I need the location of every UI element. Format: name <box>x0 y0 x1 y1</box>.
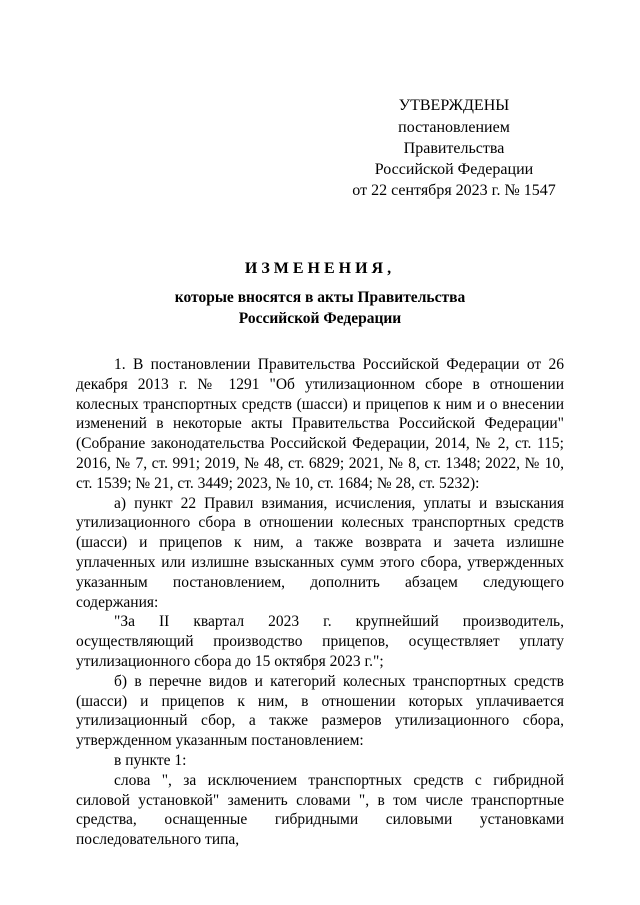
approval-block <box>348 95 560 201</box>
paragraph: "За II квартал 2023 г. крупнейший производитель, осуществляющий производство прицепов, осуществляет уплату утилизационного сбора до 15 октября 2023 г."; <box>76 613 564 670</box>
paragraph: б) в перечне видов и категорий колесных транспортных средств (шасси) и прицепов к ним, в отношении которых уплачивается утилизационный сбор, а также размеров утилизационного сбора, утвержденном указанным постановлением: <box>76 672 564 750</box>
document-body <box>76 355 564 850</box>
paragraph: слова ", за исключением транспортных средств с гибридной силовой установкой" заменить словами ", в том числе транспортные средства, оснащенные гибридными силовыми установками последовательного типа, <box>76 771 564 849</box>
subtitle-line: которые вносятся в акты Правительства <box>174 289 466 306</box>
document-title: ИЗМЕНЕНИЯ, <box>244 260 396 277</box>
paragraph: 1. В постановлении Правительства Российской Федерации от 26 декабря 2013 г. № 1291 "Об утилизационном сборе в отношении колесных транспортных средств (шасси) и прицепов к ним и о внесении изменений в некоторые акты Правительства Российской Федерации" (Собрание законодательства Российской Федерации, 2014, № 2, ст. 115; 2016, № 7, ст. 991; 2019, № 48, ст. 6829; 2021, № 8, ст. 1348; 2022, № 10, ст. 1539; № 21, ст. 3449; 2023, № 10, ст. 1684; № 28, ст. 5232): <box>76 356 564 492</box>
approval-line: Российской Федерации <box>374 161 534 178</box>
document-subtitle <box>0 287 640 329</box>
paragraph: а) пункт 22 Правил взимания, исчисления, уплаты и взыскания утилизационного сбора в отношении колесных транспортных средств (шасси) и прицепов к ним, а также возврата и зачета излишне уплаченных или излишне взысканных сумм этого сбора, утвержденных указанным постановлением, дополнить абзацем следующего содержания: <box>76 494 564 611</box>
subtitle-line: Российской Федерации <box>238 310 402 327</box>
approval-status: УТВЕРЖДЕНЫ <box>398 97 510 114</box>
approval-line: постановлением Правительства <box>398 119 510 157</box>
approval-date: от 22 сентября 2023 г. № 1547 <box>352 182 556 199</box>
paragraph: в пункте 1: <box>114 751 187 769</box>
